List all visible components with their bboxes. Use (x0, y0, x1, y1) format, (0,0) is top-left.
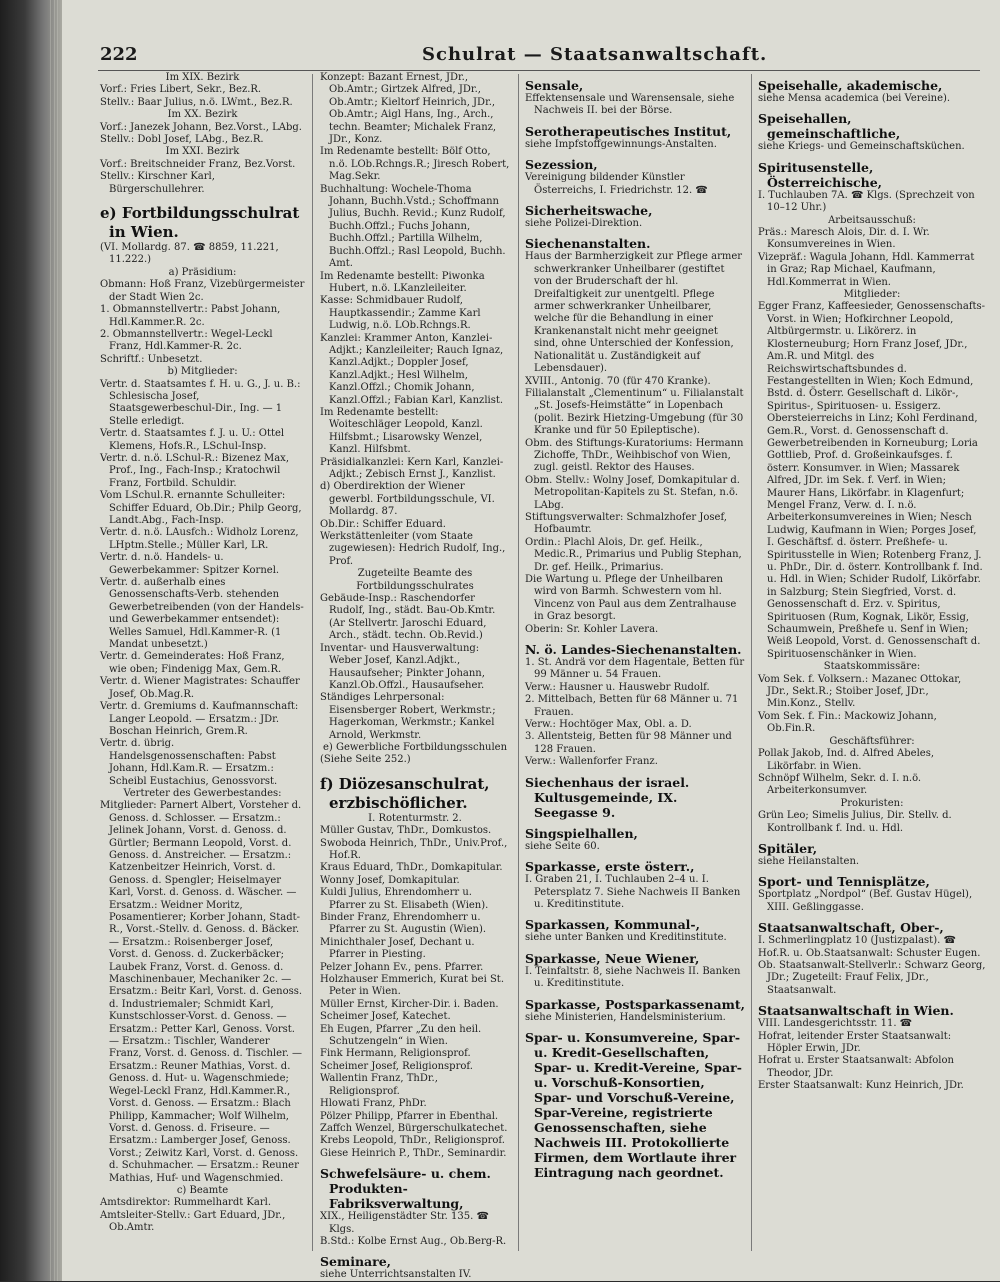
entry-text: Schriftf.: Unbesetzt. (100, 353, 203, 365)
entry-text: Giese Heinrich P., ThDr., Seminardir. (320, 1147, 507, 1159)
text-column-3 (525, 72, 745, 1251)
entry-text: Vorf.: Janezek Johann, Bez.Vorst., LAbg. (100, 121, 302, 133)
entry-text: Pölzer Philipp, Pfarrer in Ebenthal. (320, 1110, 499, 1122)
entry-text: Eh Eugen, Pfarrer „Zu den heil. Schutzengeln“ in Wien. (320, 1023, 482, 1048)
section-heading: Sparkasse, Postsparkassenamt, (525, 996, 745, 1012)
entry-text: Präsidialkanzlei: Kern Karl, Kanzlei-Adjkt.; Zebisch Ernst J., Kanzlist. (320, 456, 504, 480)
entry-text: siehe Heilanstalten. (758, 855, 860, 867)
entry-text: Präs.: Maresch Alois, Dir. d. I. Wr. Konsumvereines in Wien. (758, 227, 930, 251)
column-divider (751, 74, 752, 1251)
subheading: Zugeteilte Beamte des Fortbildungsschulrates (356, 568, 474, 592)
entry-text: Kuldi Julius, Ehrendomherr u. Pfarrer zu St. Elisabeth (Wien). (320, 887, 489, 911)
entry-text: Stellv.: Kirschner Karl, Bürgerschullehrer. (100, 171, 215, 195)
entry-text: Wallentin Franz, ThDr., Religionsprof. (320, 1073, 438, 1097)
entry-text: (VI. Mollardg. 87. ☎ 8859, 11.221, 11.222.) (100, 242, 279, 266)
entry-text: Vom Sek. f. Fin.: Mackowiz Johann, Ob.Fin.R. (758, 710, 937, 735)
entry-text: Buchhaltung: Wochele-Thoma Johann, Buchh.Vstd.; Schoffmann Julius, Buchh. Revid.; Kunz Rudolf, Buchh.Offzl.; Fuchs Johann, Buchh.Offzl.; Partilla Wilhelm, Buchh.Offzl.; Rasl Leopold, Buchh. Amt. (320, 183, 506, 270)
subheading: Im XX. Bezirk (167, 109, 238, 121)
subheading: Im XXI. Bezirk (165, 146, 240, 158)
entry-text: Effektensensale und Warensensale, siehe Nachweis II. bei der Börse. (525, 93, 735, 117)
entry-text: 3. Allentsteig, Betten für 98 Männer und 128 Frauen. (525, 731, 732, 755)
entry-text: I. Graben 21, I. Tuchlauben 2–4 u. I. Petersplatz 7. Siehe Nachweis II Banken u. Kreditinstitute. (525, 874, 741, 910)
entry-text: Verw.: Hochtöger Max, Obl. a. D. (525, 719, 692, 731)
entry-text: Amtsdirektor: Rummelhardt Karl. (100, 1197, 272, 1209)
entry-text: siehe Kriegs- und Gemeinschaftsküchen. (758, 141, 965, 153)
section-heading: Spitäler, (758, 840, 818, 856)
entry-text: Vertr. d. Wiener Magistrates: Schauffer Josef, Ob.Mag.R. (100, 676, 300, 700)
subheading: Mitglieder: (843, 289, 901, 301)
subheading: a) Präsidium: (168, 266, 237, 278)
entry-text: Im Redenamte bestellt: Woiteschläger Leopold, Kanzl. Hilfsbmt.; Lisarowsky Wenzel, Kanzl. Hilfsbmt. (320, 406, 483, 456)
entry-text: Vertr. d. n.ö. LAusfch.: Widholz Lorenz, LHptm.Stelle.; Müller Karl, LR. (100, 527, 299, 551)
entry-text: siehe Impfstoffgewinnungs-Anstalten. (525, 138, 717, 150)
entry-text: Holzhauser Emmerich, Kurat bei St. Peter in Wien. (320, 974, 504, 998)
section-heading: N. ö. Landes-Siechenanstalten. (525, 642, 742, 658)
text-column-4 (758, 72, 986, 1251)
section-heading: Sport- und Tennisplätze, (758, 874, 930, 890)
entry-text: Werkstättenleiter (vom Staate zugewiesen): Hedrich Rudolf, Ing., Prof. (320, 531, 506, 567)
entry-text: Stiftungsverwalter: Schmalzhofer Josef, Hofbaumtr. (525, 511, 727, 536)
entry-text: Vertr. d. Gremiums d. Kaufmannschaft: Langer Leopold. — Ersatzm.: JDr. Boschan Heinrich, Grem.R. (100, 701, 299, 737)
subheading: Geschäftsführer: (829, 735, 915, 747)
entry-text: Binder Franz, Ehrendomherr u. Pfarrer zu St. Augustin (Wien). (320, 912, 487, 936)
section-heading: f) Diözesanschulrat, erzbischöflicher. (320, 774, 490, 812)
entry-text: Vertr. d. Gemeinderates: Hoß Franz, wie oben; Findenigg Max, Gem.R. (100, 651, 285, 675)
section-heading: Singspielhallen, (525, 825, 638, 841)
entry-text: Erster Staatsanwalt: Kunz Heinrich, JDr. (758, 1080, 964, 1092)
entry-text: Die Wartung u. Pflege der Unheilbaren wird von Barmh. Schwestern vom hl. Vincenz von Paul aus dem Zentralhause in Graz besorgt. (525, 574, 737, 623)
entry-text: XIX., Heiligenstädter Str. 135. ☎ Klgs. (320, 1211, 489, 1235)
entry-text: Obm. Stellv.: Wolny Josef, Domkapitular d. Metropolitan-Kapitels zu St. Stefan, n.ö. LAbg. (525, 474, 740, 511)
entry-text: Obm. des Stiftungs-Kuratoriums: Hermann Zichoffe, ThDr., Weihbischof von Wien, zugl. geistl. Rektor des Hauses. (525, 437, 744, 474)
section-heading: Siechenhaus der israel. Kultusgemeinde, IX. Seegasse 9. (525, 774, 690, 820)
entry-text: Vertr. d. n.ö. Handels- u. Gewerbekammer: Spitzer Kornel. (100, 552, 280, 576)
entry-text: Verw.: Wallenforfer Franz. (525, 756, 658, 768)
entry-text: Fink Hermann, Religionsprof. (320, 1048, 471, 1060)
entry-text: Schnöpf Wilhelm, Sekr. d. I. n.ö. Arbeiterkonsumver. (758, 772, 922, 797)
entry-text: Oberin: Sr. Kohler Lavera. (525, 623, 659, 635)
entry-text: 1. St. Andrä vor dem Hagentale, Betten für 99 Männer u. 54 Frauen. (525, 657, 745, 681)
entry-text: Ob. Staatsanwalt-Stellverlr.: Schwarz Georg, JDr.; Zugeteilt: Frauf Felix, JDr., Staatsanwalt. (758, 959, 986, 996)
section-heading: Staatsanwaltschaft in Wien. (758, 1003, 954, 1019)
subheading: Prokuristen: (840, 797, 904, 809)
entry-text: d) Oberdirektion der Wiener gewerbl. Fortbildungsschule, VI. Mollardg. 87. (320, 481, 495, 518)
entry-text: Kraus Eduard, ThDr., Domkapitular. (320, 862, 503, 874)
entry-text: Verw.: Hausner u. Hauswebr Rudolf. (525, 681, 710, 693)
section-heading: Speisehalle, akademische, (758, 78, 943, 93)
entry-text: Scheimer Josef, Religionsprof. (320, 1060, 473, 1072)
entry-text: XVIII., Antonig. 70 (für 470 Kranke). (525, 375, 711, 387)
entry-text: Pollak Jakob, Ind. d. Alfred Abeles, Likörfabr. in Wien. (758, 748, 935, 772)
entry-text: Hof.R. u. Ob.Staatsanwalt: Schuster Eugen. (758, 947, 981, 959)
header-rule (98, 70, 980, 71)
entry-text: Sportplatz „Nordpol“ (Bef. Gustav Hügel), XIII. Geßlinggasse. (758, 889, 973, 913)
entry-text: Vorf.: Fries Libert, Sekr., Bez.R. (100, 84, 262, 96)
section-heading: Sparkasse, Neue Wiener, (525, 950, 700, 966)
entry-text: Vertr. d. außerhalb eines Genossenschafts-Verb. stehenden Gewerbetreibenden (von der Handels- und Gewerbekammer entsendet): Welles Samuel, Hdl.Kammer-R. (1 Mandat unbesetzt.) (100, 577, 304, 651)
section-heading: Seminare, (320, 1254, 392, 1270)
entry-text: siehe unter Banken und Kreditinstitute. (525, 932, 727, 944)
entry-text: 2. Mittelbach, Betten für 68 Männer u. 71 Frauen. (525, 694, 739, 718)
entry-text: Vereinigung bildender Künstler Österreichs, I. Friedrichstr. 12. ☎ (525, 172, 708, 196)
entry-text: Amtsleiter-Stellv.: Gart Eduard, JDr., Ob.Amtr. (100, 1209, 286, 1234)
entry-text: 2. Obmannstellvertr.: Wegel-Leckl Franz, Hdl.Kammer-R. 2c. (100, 328, 273, 353)
entry-text: Krebs Leopold, ThDr., Religionsprof. (320, 1135, 505, 1147)
entry-text: Wonny Josef, Domkapitular. (320, 874, 460, 886)
entry-text: VIII. Landesgerichtsstr. 11. ☎ (758, 1018, 913, 1030)
entry-text: Haus der Barmherzigkeit zur Pflege armer schwerkranker Unheilbarer (gestiftet von der Bruderschaft der hl. Dreifaltigkeit zur unentgeltl. Pflege armer schwerkranker Unheilbarer, welche für die Behandlung in einer Krankenanstalt nicht mehr geeignet sind, ohne Unterschied der Konfession, Nationalität u. Zuständigkeit auf Lebensdauer). (525, 251, 743, 375)
document-page (62, 0, 1000, 1281)
entry-text: (Siehe Seite 252.) (320, 754, 411, 766)
entry-text: Egger Franz, Kaffeesieder, Genossenschafts-Vorst. in Wien; Hofkirchner Leopold, Altbürgermstr. u. Likörerz. in Klosterneuburg; Horn Franz Josef, JDr., Am.R. und Mitgl. des Reichswirtschaftsbundes d. Festangestellten in Wien; Koch Edmund, Bstd. d. Österr. Gesellschaft d. Likör-, Spiritus-, Spirituosen- u. Essigerz. Obersteierreichs in Linz; Kohl Ferdinand, Gem.R., Vorst. d. Genossenschaft d. Gewerbetreibenden in Korneuburg; Loria Gottlieb, Prof. d. Großeinkaufsges. f. österr. Konsumver. in Wien; Massarek Alfred, JDr. im Sek. f. Verf. in Wien; Maurer Hans, Likörfabr. in Klagenfurt; Mengel Franz, Verw. d. I. n.ö. Arbeiterkonsumvereines in Wien; Nesch Ludwig, Kaufmann in Wien; Porges Josef, I. Geschäftsf. d. österr. Preßhefe- u. Spiritusstelle in Wien; Rotenberg Franz, J. u. PhDr., Dir. d. österr. Kontrollbank f. Ind. u. Hdl. in Wien; Schider Rudolf, Likörfabr. in Salzburg; Stein Siegfried, Vorst. d. Genossenschaft d. Erz. v. Spiritus, Spirituosen (Rum, Kognak, Likör, Essig, Schaumwein, Preßhefe u. Senf in Wien; Weiß Leopold, Vorst. d. Genossenschaft d. Spirituosenschänker in Wien. (758, 301, 986, 660)
entry-text: Ständiges Lehrpersonal: Eisensberger Robert, Werkmstr.; Hagerkoman, Werkmstr.; Kankel Arnold, Werkmstr. (320, 692, 496, 741)
column-divider (312, 74, 313, 1251)
entry-text: Vertr. d. übrig. Handelsgenossenschaften: Pabst Johann, Hdl.Kam.R. — Ersatzm.: Scheibl Eustachius, Genossvorst. (100, 738, 278, 787)
entry-text: Vertr. d. Staatsamtes f. H. u. G., J. u. B.: Schlesischa Josef, Staatsgewerbeschul-Dir., Ing. — 1 Stelle erledigt. (100, 378, 301, 427)
section-heading: Staatsanwaltschaft, Ober-, (758, 920, 944, 936)
entry-text: Stellv.: Dobl Josef, LAbg., Bez.R. (100, 134, 264, 146)
entry-text: I. Tuchlauben 7A. ☎ Klgs. (Sprechzeit von 10–12 Uhr.) (758, 189, 975, 214)
entry-text: Filialanstalt „Clementinum“ u. Filialanstalt „St. Josefs-Heimstätte“ in Lopenbach (polit. Bezirk Hietzing-Umgebung (für 30 Kranke und für 50 Epileptische). (525, 387, 744, 437)
subheading: b) Mitglieder: (167, 366, 238, 378)
entry-text: B.Std.: Kolbe Ernst Aug., Ob.Berg-R. (320, 1235, 507, 1247)
entry-text: Müller Gustav, ThDr., Domkustos. (320, 825, 492, 837)
running-head: Schulrat — Staatsanwaltschaft. (422, 44, 768, 65)
section-heading: Sparkasse, erste österr., (525, 859, 695, 875)
entry-text: Konzept: Bazant Ernest, JDr., Ob.Amtr.; Girtzek Alfred, JDr., Ob.Amtr.; Kieltorf Heinrich, JDr., Ob.Amtr.; Aigl Hans, Ing., Arch., techn. Beamter; Michalek Franz, JDr., Konz. (320, 72, 497, 146)
section-heading: Serotherapeutisches Institut, (525, 123, 732, 139)
entry-text: I. Schmerlingplatz 10 (Justizpalast). ☎ (758, 935, 956, 947)
entry-text: Gebäude-Insp.: Raschendorfer Rudolf, Ing., städt. Bau-Ob.Kmtr. (Ar Stellvertr. Jaroschi Eduard, Arch., städt. techn. Ob.Revid.) (320, 593, 496, 642)
entry-text: siehe Seite 60. (525, 840, 600, 852)
entry-text: siehe Mensa academica (bei Vereine). (758, 93, 951, 104)
subheading: Vertreter des Gewerbestandes: (123, 787, 282, 799)
section-heading: Speisehallen, gemeinschaftliche, (758, 111, 901, 142)
entry-text: Müller Ernst, Kircher-Dir. i. Baden. (320, 998, 499, 1010)
subheading: e) Gewerbliche Fortbildungsschulen (322, 741, 508, 753)
entry-text: Kasse: Schmidbauer Rudolf, Hauptkassendir.; Zamme Karl Ludwig, n.ö. LOb.Rchngs.R. (320, 295, 481, 332)
subheading: Staatskommissäre: (823, 661, 921, 673)
entry-text: Hlowati Franz, PhDr. (320, 1098, 427, 1110)
entry-text: Ordin.: Plachl Alois, Dr. gef. Heilk., Medic.R., Primarius und Publig Stephan, Dr. gef. Heilk., Primarius. (525, 536, 742, 573)
entry-text: Kanzlei: Krammer Anton, Kanzlei-Adjkt.; Kanzleileiter; Rauch Ignaz, Kanzl.Adjkt.; Doppler Josef, Kanzl.Adjkt.; Hesl Wilhelm, Kanzl.Offzl.; Chomik Johann, Kanzl.Offzl.; Fabian Karl, Kanzlist. (320, 332, 504, 406)
entry-text: I. Teinfaltstr. 8, siehe Nachweis II. Banken u. Kreditinstitute. (525, 965, 741, 990)
section-heading: Siechenanstalten. (525, 236, 651, 252)
section-heading: Sicherheitswache, (525, 203, 653, 219)
subheading: I. Rotenturmstr. 2. (368, 812, 462, 824)
entry-text: 1. Obmannstellvertr.: Pabst Johann, Hdl.Kammer.R. 2c. (100, 304, 281, 328)
text-column-2 (320, 72, 510, 1281)
entry-text: Grün Leo; Simelis Julius, Dir. Stellv. d. Kontrollbank f. Ind. u. Hdl. (758, 810, 952, 834)
entry-text: Vertr. d. Staatsamtes f. J. u. U.: Ottel Klemens, Hofs.R., LSchul-Insp. (100, 428, 285, 452)
entry-text: Stellv.: Baar Julius, n.ö. LWmt., Bez.R. (100, 96, 293, 108)
entry-text: Obmann: Hoß Franz, Vizebürgermeister der Stadt Wien 2c. (100, 279, 305, 303)
column-divider (518, 74, 519, 1251)
entry-text: Swoboda Heinrich, ThDr., Univ.Prof., Hof.R. (320, 837, 508, 861)
entry-text: Minichthaler Josef, Dechant u. Pfarrer in Piesting. (320, 936, 475, 961)
entry-text: Im Redenamte bestellt: Piwonka Hubert, n.ö. LKanzleileiter. (320, 270, 485, 294)
subheading: Im XIX. Bezirk (165, 72, 240, 83)
text-column-1 (100, 72, 305, 1251)
entry-text: Scheimer Josef, Katechet. (320, 1011, 451, 1023)
entry-text: Vizepräf.: Wagula Johann, Hdl. Kammerrat in Graz; Rap Michael, Kaufmann, Hdl.Kommerrat in Wien. (758, 251, 975, 288)
entry-text: Vom Sek. f. Volksern.: Mazanec Ottokar, JDr., Sekt.R.; Stoiber Josef, JDr., Min.Konz., Stellv. (758, 673, 962, 710)
entry-text: Hofrat, leitender Erster Staatsanwalt: Höpler Erwin, JDr. (758, 1030, 952, 1054)
section-heading: Sensale, (525, 78, 584, 93)
entry-text: siehe Ministerien, Handelsministerium. (525, 1011, 726, 1023)
entry-text: Pelzer Johann Ev., pens. Pfarrer. (320, 961, 484, 973)
section-heading: Sparkassen, Kommunal-, (525, 917, 700, 933)
section-heading: e) Fortbildungsschulrat in Wien. (100, 204, 300, 242)
entry-text: Im Redenamte bestellt: Bölf Otto, n.ö. LOb.Rchngs.R.; Jiresch Robert, Mag.Sekr. (320, 146, 510, 183)
entry-text: Inventar- und Hausverwaltung: Weber Josef, Kanzl.Adjkt., Hausaufseher; Pinkter Johann, Kanzl.Ob.Offzl., Hausaufseher. (320, 642, 485, 691)
entry-text: Vertr. d. n.ö. LSchul-R.: Bizenez Max, Prof., Ing., Fach-Insp.; Kratochwil Franz, Fortbild. Schuldir. (100, 452, 290, 489)
page-number: 222 (100, 44, 138, 65)
entry-text: Vorf.: Breitschneider Franz, Bez.Vorst. (100, 158, 296, 170)
section-heading: Sezession, (525, 157, 598, 173)
section-heading: Spar- u. Konsumvereine, Spar- u. Kredit-Gesellschaften, Spar- u. Kredit-Vereine, Spar- u. Vorschuß-Konsortien, Spar- und Vorschuß-Vereine, Spar-Vereine, registrierte Genossenschaften, siehe Nachweis III. Protokollierte Firmen, dem Wortlaute ihrer Eintragung nach geordnet. (525, 1029, 742, 1180)
entry-text: Hofrat u. Erster Staatsanwalt: Abfolon Theodor, JDr. (758, 1055, 954, 1079)
section-heading: Schwefelsäure- u. chem. Produkten-Fabriksverwaltung, (320, 1166, 491, 1212)
entry-text: Mitglieder: Parnert Albert, Vorsteher d. Genoss. d. Schlosser. — Ersatzm.: Jelinek Johann, Vorst. d. Genoss. d. Gürtler; Bermann Leopold, Vorst. d. Genoss. d. Anstreicher. — Ersatzm.: Katzenbeitzer Heinrich, Vorst. d. Genoss. d. Spengler; Heiselmayer Karl, Vorst. d. Genoss. d. Wäscher. — Ersatzm.: Weidner Moritz, Posamentierer; Korber Johann, Stadt-R., Vorst.-Stellv. d. Genoss. d. Bäcker. — Ersatzm.: Roisenberger Josef, Vorst. d. Genoss. d. Zuckerbäcker; Laubek Franz, Vorst. d. Genoss. d. Maschinenbauer, Mechaniker 2c. — Ersatzm.: Beitr Karl, Vorst. d. Genoss. d. Industriemaler; Schmidt Karl, Kunstschlosser-Vorst. d. Genoss. — Ersatzm.: Petter Karl, Genoss. Vorst. — Ersatzm.: Tischler, Wanderer Franz, Vorst. d. Genoss. d. Tischler. — Ersatzm.: Reuner Mathias, Vorst. d. Genoss. d. Hut- u. Wagenschmiede; Wegel-Leckl Franz, Hdl.Kammer.R., Vorst. d. Genoss. — Ersatzm.: Blach Philipp, Kammacher; Wolf Wilhelm, Vorst. d. Genoss. d. Friseure. — Ersatzm.: Lamberger Josef, Genoss. Vorst.; Zeiwitz Karl, Vorst. d. Genoss. d. Schuhmacher. — Ersatzm.: Reuner Mathias, Huf- und Wagenschmied. (100, 800, 303, 1184)
entry-text: Zaffch Wenzel, Bürgerschulkatechet. (320, 1122, 508, 1134)
entry-text: siehe Polizei-Direktion. (525, 218, 643, 230)
entry-text: Vom LSchul.R. ernannte Schulleiter: Schiffer Eduard, Ob.Dir.; Philp Georg, Landt.Abg., Fach-Insp. (100, 490, 302, 526)
entry-text: siehe Unterrichtsanstalten IV. (320, 1269, 472, 1281)
subheading: Arbeitsausschuß: (828, 214, 916, 226)
section-heading: Spiritusenstelle, Österreichische, (758, 159, 883, 190)
book-spine (0, 0, 62, 1281)
entry-text: Ob.Dir.: Schiffer Eduard. (320, 518, 446, 530)
subheading: c) Beamte (176, 1184, 229, 1196)
